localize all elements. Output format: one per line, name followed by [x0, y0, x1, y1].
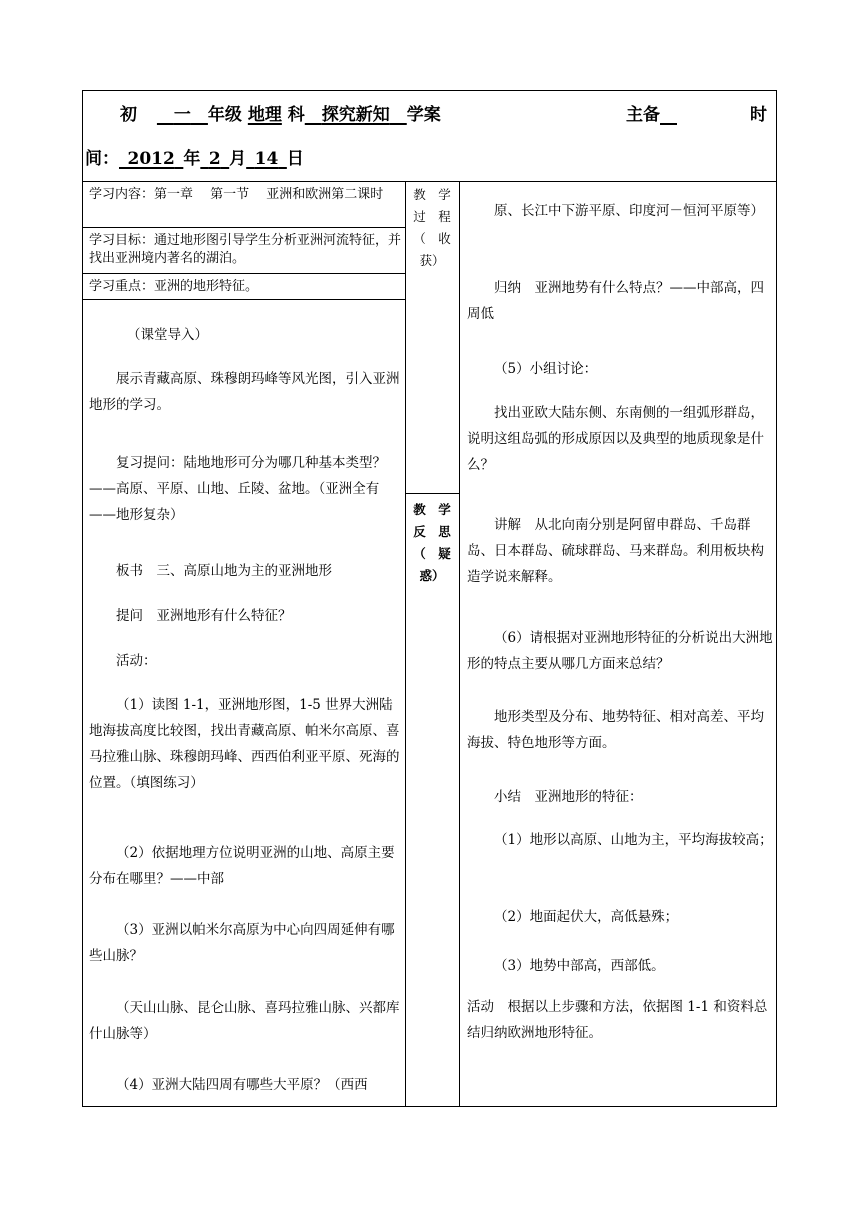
left-para-1: （课堂导入）	[127, 327, 208, 343]
time-label-2: 间：	[85, 149, 119, 169]
left-para-7: （1）读图 1-1，亚洲地形图，1-5 世界大洲陆地海拔高度比较图，找出青藏高原、帕米尔高原、喜马拉雅山脉、珠穆朗玛峰、西西伯利亚平原、死海的位置。（填图练习）	[89, 697, 400, 791]
subject-suffix: 科	[287, 105, 305, 125]
left-para-8: （2）依据地理方位说明亚洲的山地、高原主要分布在哪里？——中部	[89, 845, 395, 887]
left-para-9: （3）亚洲以帕米尔高原为中心向四周延伸有哪些山脉？	[89, 922, 395, 964]
left-para-11: （4）亚洲大陆四周有哪些大平原？（西西	[116, 1077, 368, 1093]
column-divider-left	[405, 181, 406, 1107]
left-para-6: 活动：	[116, 653, 157, 669]
left-para-4: 板书 三、高原山地为主的亚洲地形	[116, 563, 332, 579]
left-para-3: 复习提问：陆地地形可分为哪几种基本类型？——高原、平原、山地、丘陵、盆地。（亚洲全有——地形复杂）	[89, 455, 386, 523]
header-line-1	[120, 104, 441, 126]
learning-focus: 学习重点：亚洲的地形特征。	[89, 279, 259, 294]
process-label: 教 学 过 程 （ 收 获）	[413, 187, 451, 268]
reflection-label: 教 学 反 思 （ 疑 惑）	[413, 502, 451, 583]
learning-content: 学习内容：第一章 第一节 亚洲和欧洲第二课时	[89, 187, 384, 202]
header-divider	[82, 181, 777, 182]
month-value: 2	[208, 149, 221, 169]
learning-goal: 学习目标：通过地形图引导学生分析亚洲河流特征，并找出亚洲境内著名的湖泊。	[89, 233, 402, 266]
grade-value: 一	[173, 105, 191, 125]
right-para-1: 原、长江中下游平原、印度河－恒河平原等）	[494, 203, 764, 219]
right-para-4: 找出亚欧大陆东侧、东南侧的一组弧形群岛，说明这组岛弧的形成原因以及典型的地质现象是什么？	[467, 405, 764, 473]
content-row-divider	[82, 227, 405, 228]
focus-row-divider	[82, 299, 405, 300]
left-para-5: 提问 亚洲地形有什么特征？	[116, 608, 292, 624]
time-label-1: 时	[750, 105, 767, 125]
right-para-2: 归纳 亚洲地势有什么特点？——中部高，四周低	[467, 280, 764, 322]
right-para-8: 小结 亚洲地形的特征：	[494, 789, 643, 805]
left-para-2: 展示青藏高原、珠穆朗玛峰等风光图，引入亚洲地形的学习。	[89, 371, 400, 413]
preparer-blank	[660, 104, 712, 126]
goal-row-divider	[82, 273, 405, 274]
month-label: 月	[229, 149, 247, 169]
day-value: 14	[254, 149, 279, 169]
grade-prefix: 初	[120, 105, 137, 125]
left-para-10: （天山山脉、昆仑山脉、喜玛拉雅山脉、兴都库什山脉等）	[89, 1000, 400, 1042]
year-value: 2012	[127, 149, 175, 169]
right-para-7: 地形类型及分布、地势特征、相对高差、平均海拔、特色地形等方面。	[467, 709, 764, 751]
preparer-label: 主备	[626, 105, 660, 125]
right-para-5: 讲解 从北向南分别是阿留申群岛、千岛群岛、日本群岛、硫球群岛、马来群岛。利用板块构造学说来解释。	[467, 517, 764, 585]
right-para-11: （3）地势中部高，西部低。	[494, 958, 665, 974]
year-label: 年	[183, 149, 201, 169]
reflect-row-divider	[405, 493, 459, 494]
lesson-type: 探究新知	[321, 105, 390, 125]
header-line-2	[85, 148, 304, 170]
right-para-3: （5）小组讨论：	[494, 361, 598, 377]
right-para-6: （6）请根据对亚洲地形特征的分析说出大洲地形的特点主要从哪几方面来总结？	[467, 630, 773, 672]
grade-suffix: 年级	[207, 105, 242, 125]
day-label: 日	[286, 149, 304, 169]
right-para-12: 活动 根据以上步骤和方法，依据图 1-1 和资料总结归纳欧洲地形特征。	[467, 999, 768, 1041]
plan-label: 学案	[406, 105, 441, 125]
column-divider-right	[459, 181, 460, 1107]
preparer-field	[626, 104, 712, 126]
subject-value: 地理	[247, 105, 282, 125]
right-para-9: （1）地形以高原、山地为主，平均海拔较高；	[494, 832, 773, 848]
right-para-10: （2）地面起伏大，高低悬殊；	[494, 909, 679, 925]
